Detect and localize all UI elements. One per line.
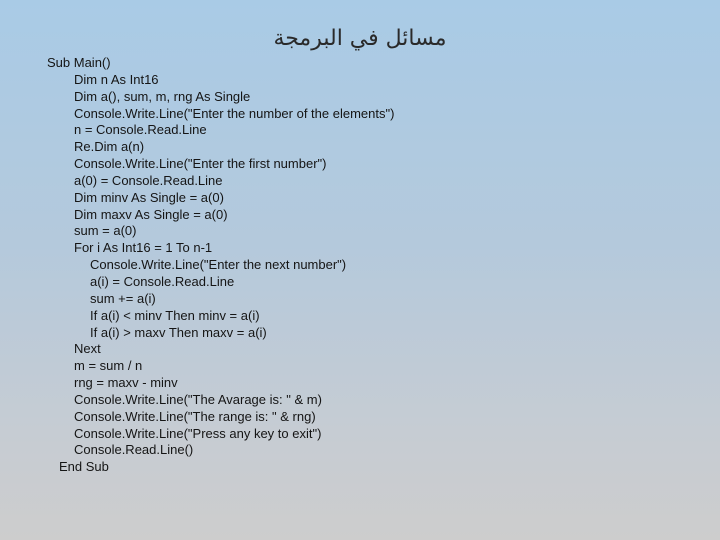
code-line: Dim n As Int16 (74, 71, 159, 87)
code-line: Dim a(), sum, m, rng As Single (74, 88, 251, 104)
code-line: Dim maxv As Single = a(0) (74, 206, 228, 222)
code-line: Sub Main() (47, 55, 111, 70)
code-line: End Sub (59, 459, 109, 475)
code-line: a(i) = Console.Read.Line (90, 273, 235, 289)
code-line: Console.Write.Line("The Avarage is: " & m) (74, 391, 322, 407)
code-line: If a(i) < minv Then minv = a(i) (90, 307, 260, 323)
code-line: Console.Write.Line("Enter the next number") (90, 257, 347, 273)
code-line: n = Console.Read.Line (74, 122, 207, 138)
code-line: For i As Int16 = 1 To n-1 (74, 240, 213, 256)
code-line: Re.Dim a(n) (74, 139, 145, 155)
code-line: Console.Write.Line("The range is: " & rng) (74, 408, 316, 424)
slide-title: مسائل في البرمجة (273, 26, 447, 51)
code-line: Console.Write.Line("Enter the first number") (74, 156, 327, 172)
code-line: Console.Write.Line("Enter the number of the elements") (74, 105, 395, 121)
code-line: Console.Write.Line("Press any key to exit") (74, 425, 322, 441)
code-line: Dim minv As Single = a(0) (74, 189, 224, 205)
code-line: sum += a(i) (90, 290, 156, 306)
code-line: Next (74, 341, 101, 357)
code-line: a(0) = Console.Read.Line (74, 172, 223, 188)
code-line: Console.Read.Line() (74, 442, 194, 458)
code-line: sum = a(0) (74, 223, 137, 239)
code-line: If a(i) > maxv Then maxv = a(i) (90, 324, 267, 340)
code-line: m = sum / n (74, 358, 143, 374)
code-block (47, 55, 687, 476)
code-line: rng = maxv - minv (74, 375, 178, 391)
